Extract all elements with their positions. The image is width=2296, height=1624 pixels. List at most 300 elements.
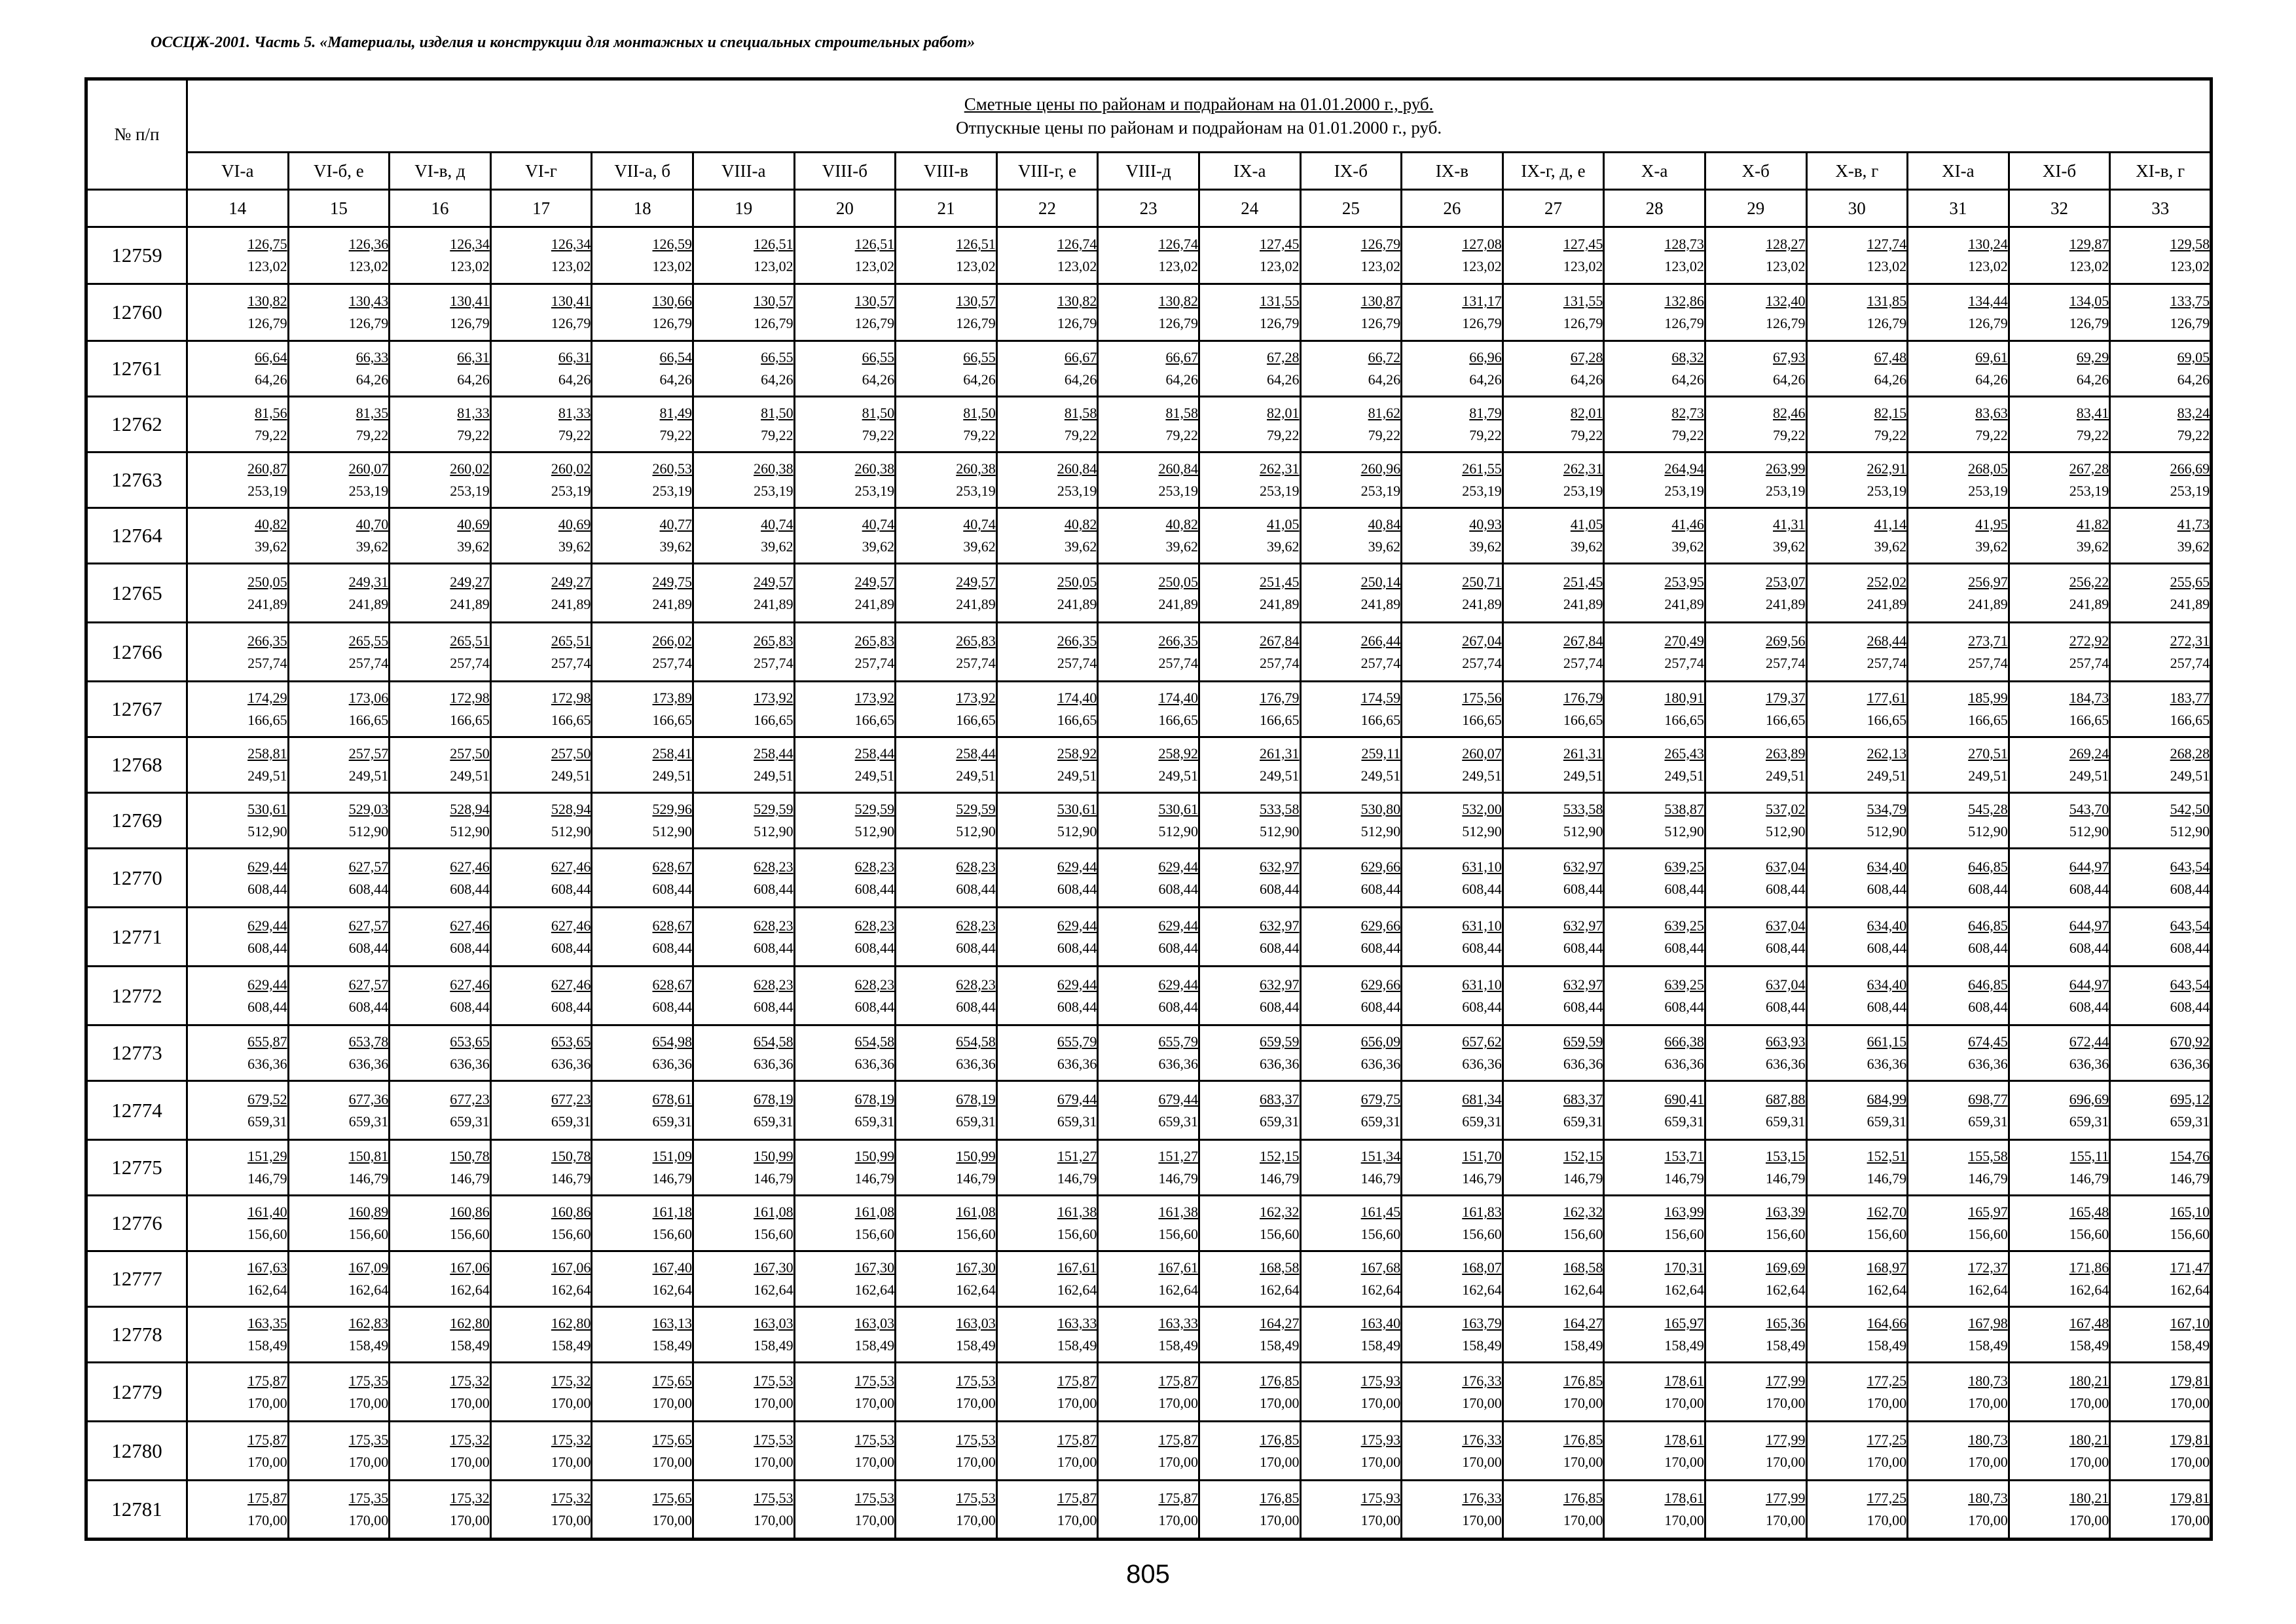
region-header: IX-а: [1199, 153, 1300, 190]
estimate-price: 679,52: [247, 1090, 287, 1107]
release-price: 608,44: [1360, 998, 1401, 1015]
price-cell: [187, 1307, 289, 1363]
price-cell: [1908, 682, 2009, 737]
price-cell: [1402, 737, 1503, 793]
estimate-price: 663,93: [1766, 1033, 1806, 1050]
row-code: 12781: [86, 1481, 187, 1540]
price-cell: [1098, 849, 1199, 908]
estimate-price: 678,19: [754, 1090, 793, 1107]
price-cell: [1098, 508, 1199, 564]
estimate-price: 82,01: [1267, 405, 1300, 421]
estimate-price: 165,97: [1664, 1315, 1704, 1331]
estimate-price: 532,00: [1462, 801, 1502, 817]
price-cell: [490, 1363, 592, 1422]
release-price: 64,26: [558, 371, 591, 388]
estimate-price: 259,11: [1361, 745, 1401, 762]
price-cell: [592, 623, 693, 682]
estimate-price: 83,41: [2076, 405, 2109, 421]
price-cell: [794, 508, 896, 564]
release-price: 162,64: [652, 1282, 692, 1298]
estimate-price: 130,41: [450, 293, 490, 309]
estimate-price: 679,75: [1360, 1090, 1401, 1107]
price-cell: [490, 737, 592, 793]
price-cell: [896, 227, 997, 284]
price-cell: [1098, 908, 1199, 967]
price-cell: [1098, 967, 1199, 1025]
table-row: [86, 737, 2212, 793]
estimate-price: 644,97: [2069, 917, 2109, 934]
estimate-price: 126,74: [1057, 236, 1097, 252]
release-price: 608,44: [1968, 998, 2008, 1015]
price-cell: [1806, 793, 1908, 849]
release-price: 79,22: [558, 427, 591, 443]
price-cell: [288, 1307, 390, 1363]
release-price: 608,44: [551, 998, 591, 1015]
estimate-price: 82,46: [1773, 405, 1806, 421]
price-cell: [1503, 227, 1604, 284]
estimate-price: 165,10: [2170, 1204, 2210, 1220]
price-cell: [2110, 1140, 2212, 1196]
release-price: 170,00: [551, 1453, 591, 1470]
release-price: 39,62: [1773, 538, 1806, 555]
release-price: 126,79: [854, 315, 895, 331]
estimate-price: 260,96: [1360, 460, 1401, 477]
release-price: 158,49: [551, 1337, 591, 1354]
estimate-price: 629,44: [247, 917, 287, 934]
estimate-price: 126,51: [956, 236, 996, 252]
estimate-price: 175,53: [854, 1372, 895, 1389]
region-header: VI-в, д: [390, 153, 491, 190]
price-cell: [1604, 849, 1705, 908]
price-cell: [1705, 227, 1806, 284]
price-cell: [592, 227, 693, 284]
row-code: 12766: [86, 623, 187, 682]
price-cell: [1503, 508, 1604, 564]
release-price: 608,44: [2170, 939, 2210, 956]
release-price: 608,44: [450, 998, 490, 1015]
estimate-price: 629,44: [1158, 858, 1198, 875]
price-cell: [1503, 341, 1604, 397]
estimate-price: 81,56: [255, 405, 287, 421]
release-price: 659,31: [1462, 1113, 1502, 1130]
release-price: 158,49: [754, 1337, 793, 1354]
price-cell: [1199, 284, 1300, 341]
estimate-price: 272,31: [2170, 632, 2210, 649]
release-price: 257,74: [1766, 654, 1806, 671]
release-price: 166,65: [551, 712, 591, 728]
release-price: 608,44: [1867, 880, 1907, 897]
price-cell: [1300, 1196, 1402, 1251]
estimate-price: 81,79: [1469, 405, 1502, 421]
release-price: 512,90: [1664, 823, 1704, 840]
estimate-price: 152,15: [1563, 1148, 1603, 1164]
price-cell: [1402, 452, 1503, 508]
estimate-price: 163,03: [956, 1315, 996, 1331]
release-price: 170,00: [1766, 1453, 1806, 1470]
release-price: 608,44: [754, 880, 793, 897]
estimate-price: 180,73: [1968, 1490, 2008, 1506]
price-cell: [1806, 397, 1908, 452]
price-cell: [1503, 1481, 1604, 1540]
release-price: 608,44: [247, 880, 287, 897]
price-cell: [490, 1140, 592, 1196]
release-price: 636,36: [754, 1056, 793, 1072]
estimate-price: 178,61: [1664, 1431, 1704, 1448]
price-cell: [1908, 1025, 2009, 1081]
release-price: 162,64: [1664, 1282, 1704, 1298]
release-price: 257,74: [1260, 654, 1300, 671]
price-cell: [1503, 623, 1604, 682]
estimate-price: 175,93: [1360, 1431, 1401, 1448]
price-cell: [2110, 564, 2212, 623]
price-cell: [1199, 227, 1300, 284]
price-cell: [1908, 341, 2009, 397]
estimate-price: 267,84: [1563, 632, 1603, 649]
price-cell: [1806, 508, 1908, 564]
release-price: 608,44: [348, 939, 389, 956]
estimate-price: 674,45: [1968, 1033, 2008, 1050]
release-price: 170,00: [1462, 1512, 1502, 1528]
release-price: 636,36: [1360, 1056, 1401, 1072]
estimate-price: 151,27: [1158, 1148, 1198, 1164]
estimate-price: 40,82: [255, 516, 287, 532]
price-cell: [592, 1307, 693, 1363]
estimate-price: 250,05: [1057, 573, 1097, 590]
estimate-price: 639,25: [1664, 976, 1704, 993]
price-cell: [1199, 1196, 1300, 1251]
release-price: 170,00: [1360, 1453, 1401, 1470]
release-price: 241,89: [551, 595, 591, 612]
estimate-price: 627,46: [450, 917, 490, 934]
estimate-price: 629,44: [1158, 976, 1198, 993]
estimate-price: 175,32: [450, 1490, 490, 1506]
price-cell: [288, 341, 390, 397]
release-price: 659,31: [956, 1113, 996, 1130]
release-price: 608,44: [1260, 939, 1300, 956]
release-price: 126,79: [2170, 315, 2210, 331]
release-price: 123,02: [247, 258, 287, 274]
estimate-price: 629,66: [1360, 976, 1401, 993]
price-cell: [288, 849, 390, 908]
column-number: 22: [996, 190, 1098, 227]
price-cell: [1806, 1081, 1908, 1140]
estimate-price: 40,77: [659, 516, 692, 532]
price-cell: [2009, 397, 2110, 452]
price-cell: [1503, 284, 1604, 341]
price-cell: [1604, 1196, 1705, 1251]
price-cell: [288, 284, 390, 341]
price-cell: [288, 1081, 390, 1140]
price-cell: [2009, 452, 2110, 508]
price-cell: [693, 849, 794, 908]
estimate-price: 175,93: [1360, 1372, 1401, 1389]
estimate-price: 172,98: [551, 690, 591, 706]
table-row: [86, 1025, 2212, 1081]
price-group-header: [187, 79, 2212, 153]
estimate-price: 258,44: [854, 745, 895, 762]
estimate-price: 528,94: [551, 801, 591, 817]
release-price: 162,64: [1766, 1282, 1806, 1298]
release-price: 608,44: [1766, 998, 1806, 1015]
estimate-price: 40,74: [761, 516, 793, 532]
estimate-price: 41,05: [1570, 516, 1603, 532]
release-price: 158,49: [1867, 1337, 1907, 1354]
estimate-price: 268,44: [1867, 632, 1907, 649]
release-price: 79,22: [963, 427, 996, 443]
estimate-price: 265,83: [956, 632, 996, 649]
release-price: 170,00: [2069, 1394, 2109, 1411]
release-price: 253,19: [1968, 483, 2008, 499]
release-price: 39,62: [1368, 538, 1401, 555]
estimate-price: 258,92: [1057, 745, 1097, 762]
release-price: 608,44: [1057, 880, 1097, 897]
estimate-price: 162,70: [1867, 1204, 1907, 1220]
release-price: 146,79: [1968, 1170, 2008, 1187]
price-cell: [693, 967, 794, 1025]
estimate-price: 126,74: [1158, 236, 1198, 252]
release-price: 636,36: [1867, 1056, 1907, 1072]
release-price: 170,00: [1158, 1394, 1198, 1411]
release-price: 126,79: [1260, 315, 1300, 331]
release-price: 241,89: [1462, 595, 1502, 612]
estimate-price: 66,64: [255, 349, 287, 365]
price-cell: [1705, 1363, 1806, 1422]
release-price: 126,79: [2069, 315, 2109, 331]
release-price: 64,26: [1368, 371, 1401, 388]
region-header: IX-в: [1402, 153, 1503, 190]
release-price: 166,65: [1766, 712, 1806, 728]
price-cell: [1402, 1025, 1503, 1081]
price-cell: [1503, 564, 1604, 623]
price-cell: [1098, 1422, 1199, 1481]
estimate-price: 249,27: [450, 573, 490, 590]
estimate-price: 175,87: [1057, 1372, 1097, 1389]
price-cell: [996, 1307, 1098, 1363]
price-cell: [187, 227, 289, 284]
release-price: 170,00: [1664, 1394, 1704, 1411]
estimate-price: 176,85: [1563, 1431, 1603, 1448]
estimate-price: 163,35: [247, 1315, 287, 1331]
estimate-price: 629,44: [1057, 976, 1097, 993]
release-price: 146,79: [754, 1170, 793, 1187]
estimate-price: 257,50: [551, 745, 591, 762]
release-price: 659,31: [1260, 1113, 1300, 1130]
release-price: 146,79: [348, 1170, 389, 1187]
estimate-price: 176,85: [1563, 1490, 1603, 1506]
price-cell: [996, 1081, 1098, 1140]
estimate-price: 258,41: [652, 745, 692, 762]
row-number-header: № п/п: [86, 79, 187, 190]
estimate-price: 677,23: [450, 1090, 490, 1107]
release-price: 162,64: [551, 1282, 591, 1298]
estimate-price: 131,17: [1462, 293, 1502, 309]
price-cell: [996, 682, 1098, 737]
estimate-price: 172,98: [450, 690, 490, 706]
estimate-price: 251,45: [1563, 573, 1603, 590]
release-price: 170,00: [348, 1394, 389, 1411]
release-price: 608,44: [1867, 939, 1907, 956]
price-cell: [1908, 967, 2009, 1025]
price-cell: [390, 623, 491, 682]
price-cell: [187, 284, 289, 341]
price-cell: [187, 849, 289, 908]
estimate-price: 66,55: [963, 349, 996, 365]
price-cell: [1806, 284, 1908, 341]
release-price: 257,74: [348, 654, 389, 671]
release-price: 64,26: [1469, 371, 1502, 388]
release-price: 608,44: [1462, 880, 1502, 897]
release-price: 162,64: [1158, 1282, 1198, 1298]
estimate-price: 167,06: [450, 1259, 490, 1276]
release-price: 253,19: [1260, 483, 1300, 499]
release-price: 146,79: [1563, 1170, 1603, 1187]
row-code: 12775: [86, 1140, 187, 1196]
price-cell: [1402, 1196, 1503, 1251]
estimate-price: 251,45: [1260, 573, 1300, 590]
estimate-price: 173,89: [652, 690, 692, 706]
release-price: 608,44: [1260, 998, 1300, 1015]
release-price: 636,36: [1057, 1056, 1097, 1072]
price-cell: [896, 967, 997, 1025]
release-price: 170,00: [1968, 1453, 2008, 1470]
release-price: 636,36: [348, 1056, 389, 1072]
price-cell: [187, 1422, 289, 1481]
release-price: 170,00: [247, 1512, 287, 1528]
estimate-price: 257,50: [450, 745, 490, 762]
estimate-price: 266,35: [1158, 632, 1198, 649]
estimate-price: 168,58: [1563, 1259, 1603, 1276]
release-price: 170,00: [2069, 1453, 2109, 1470]
release-price: 257,74: [551, 654, 591, 671]
release-price: 64,26: [862, 371, 895, 388]
estimate-price: 160,89: [348, 1204, 389, 1220]
estimate-price: 176,79: [1563, 690, 1603, 706]
estimate-price: 175,53: [754, 1431, 793, 1448]
estimate-price: 175,87: [247, 1372, 287, 1389]
price-cell: [1908, 397, 2009, 452]
estimate-price: 656,09: [1360, 1033, 1401, 1050]
release-price: 126,79: [1057, 315, 1097, 331]
row-code: 12773: [86, 1025, 187, 1081]
release-price: 659,31: [450, 1113, 490, 1130]
price-cell: [2110, 508, 2212, 564]
release-price: 162,64: [1563, 1282, 1603, 1298]
estimate-price: 628,23: [754, 917, 793, 934]
estimate-price: 177,25: [1867, 1372, 1907, 1389]
column-number: 25: [1300, 190, 1402, 227]
release-price: 39,62: [255, 538, 287, 555]
price-cell: [288, 623, 390, 682]
release-price: 39,62: [1064, 538, 1097, 555]
price-cell: [693, 564, 794, 623]
release-price: 162,64: [956, 1282, 996, 1298]
release-price: 166,65: [754, 712, 793, 728]
estimate-price: 163,39: [1766, 1204, 1806, 1220]
release-price: 608,44: [2069, 880, 2109, 897]
estimate-price: 176,33: [1462, 1431, 1502, 1448]
release-price: 170,00: [1563, 1453, 1603, 1470]
price-cell: [390, 793, 491, 849]
release-price: 249,51: [450, 767, 490, 784]
price-cell: [1300, 908, 1402, 967]
price-cell: [1402, 967, 1503, 1025]
price-cell: [996, 397, 1098, 452]
release-price: 659,31: [754, 1113, 793, 1130]
release-price: 512,90: [348, 823, 389, 840]
estimate-price: 250,05: [247, 573, 287, 590]
estimate-price: 129,87: [2069, 236, 2109, 252]
row-code: 12764: [86, 508, 187, 564]
estimate-price: 130,87: [1360, 293, 1401, 309]
price-cell: [1300, 1363, 1402, 1422]
region-header: VIII-г, е: [996, 153, 1098, 190]
release-price: 170,00: [854, 1512, 895, 1528]
estimate-price: 151,29: [247, 1148, 287, 1164]
estimate-price: 167,09: [348, 1259, 389, 1276]
column-number: 24: [1199, 190, 1300, 227]
release-price: 249,51: [1968, 767, 2008, 784]
release-price: 608,44: [1766, 880, 1806, 897]
release-price: 608,44: [2069, 939, 2109, 956]
release-price: 608,44: [1057, 939, 1097, 956]
release-price: 170,00: [247, 1394, 287, 1411]
release-price: 257,74: [450, 654, 490, 671]
price-cell: [1199, 793, 1300, 849]
column-number: 16: [390, 190, 491, 227]
release-price: 249,51: [754, 767, 793, 784]
release-price: 156,60: [348, 1226, 389, 1242]
release-price: 512,90: [450, 823, 490, 840]
release-price: 158,49: [1360, 1337, 1401, 1354]
release-price: 170,00: [1867, 1512, 1907, 1528]
price-cell: [693, 227, 794, 284]
price-cell: [1098, 1481, 1199, 1540]
price-cell: [390, 1422, 491, 1481]
column-number-blank: [86, 190, 187, 227]
price-cell: [2110, 849, 2212, 908]
release-price: 158,49: [247, 1337, 287, 1354]
estimate-price: 629,44: [247, 858, 287, 875]
estimate-price: 40,74: [963, 516, 996, 532]
estimate-price: 160,86: [450, 1204, 490, 1220]
estimate-price: 265,43: [1664, 745, 1704, 762]
price-cell: [693, 1481, 794, 1540]
estimate-price: 81,50: [862, 405, 895, 421]
estimate-price: 269,56: [1766, 632, 1806, 649]
release-price: 123,02: [1360, 258, 1401, 274]
release-price: 608,44: [1563, 998, 1603, 1015]
release-price: 39,62: [659, 538, 692, 555]
release-price: 126,79: [1563, 315, 1603, 331]
release-price: 249,51: [2170, 767, 2210, 784]
release-price: 241,89: [1766, 595, 1806, 612]
release-price: 170,00: [754, 1453, 793, 1470]
estimate-price: 130,82: [1158, 293, 1198, 309]
estimate-price: 627,57: [348, 976, 389, 993]
estimate-price: 175,53: [854, 1490, 895, 1506]
release-price: 158,49: [956, 1337, 996, 1354]
price-cell: [1806, 1307, 1908, 1363]
estimate-price: 643,54: [2170, 858, 2210, 875]
estimate-price: 175,93: [1360, 1490, 1401, 1506]
row-code: 12772: [86, 967, 187, 1025]
estimate-price: 631,10: [1462, 858, 1502, 875]
release-price: 79,22: [2177, 427, 2210, 443]
price-cell: [1199, 908, 1300, 967]
estimate-price: 174,40: [1158, 690, 1198, 706]
release-price: 253,19: [2069, 483, 2109, 499]
price-cell: [592, 908, 693, 967]
